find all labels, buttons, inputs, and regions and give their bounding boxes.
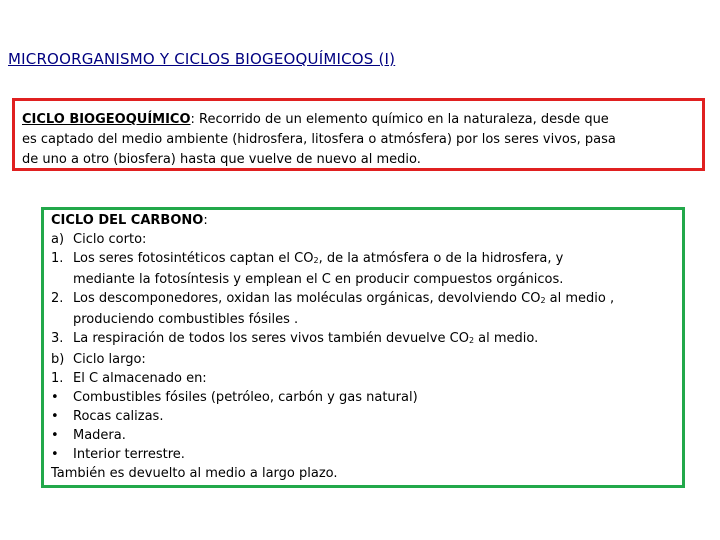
- list-item-2: [51, 289, 676, 310]
- list-marker: 1.: [51, 251, 64, 266]
- bullet-text: Rocas calizas.: [73, 409, 164, 424]
- short-cycle-item: [51, 230, 676, 249]
- list-item-text: Los seres fotosintéticos captan el $CO_2$, de la atmósfera o de la hidrosfera, y: [73, 251, 564, 266]
- definition-term: CICLO BIOGEOQUÍMICO: [22, 112, 191, 127]
- list-item-text: Los descomponedores, oxidan las moléculas orgánicas, devolviendo $CO_2$ al medio ,: [73, 291, 615, 306]
- short-cycle-label: Ciclo corto:: [73, 232, 147, 247]
- definition-line-2: es captado del medio ambiente (hidrosfera, litosfera o atmósfera) por los seres vivos, pasa: [22, 132, 616, 147]
- definition-line-3: de uno a otro (biosfera) hasta que vuelve de nuevo al medio.: [22, 152, 421, 167]
- list-marker: b): [51, 352, 65, 367]
- bullet-item: [51, 426, 676, 445]
- bullet-text: Combustibles fósiles (petróleo, carbón y gas natural): [73, 390, 418, 405]
- definition-box: [12, 98, 705, 171]
- list-marker: 1.: [51, 371, 64, 386]
- list-item-1: [51, 249, 676, 270]
- list-marker: 2.: [51, 291, 64, 306]
- list-marker: a): [51, 232, 65, 247]
- page-title: MICROORGANISMO Y CICLOS BIOGEOQUÍMICOS (I): [8, 50, 396, 68]
- bullet-item: [51, 388, 676, 407]
- list-item-2-continuation: produciendo combustibles fósiles .: [73, 312, 299, 327]
- list-item-text: La respiración de todos los seres vivos también devuelve $CO_2$ al medio.: [73, 331, 539, 346]
- carbon-heading-line: [51, 211, 676, 230]
- bullet-icon: •: [51, 447, 59, 462]
- bullet-text: Interior terrestre.: [73, 447, 185, 462]
- bullet-icon: •: [51, 428, 59, 443]
- definition-separator: :: [190, 112, 195, 127]
- carbon-cycle-box: [41, 207, 685, 488]
- carbon-heading-separator: :: [203, 213, 208, 228]
- bullet-item: [51, 445, 676, 464]
- long-cycle-item: [51, 350, 676, 369]
- bullet-icon: •: [51, 409, 59, 424]
- list-item-4: [51, 369, 676, 388]
- definition-line-1: [22, 110, 696, 130]
- bullet-text: Madera.: [73, 428, 126, 443]
- list-marker: 3.: [51, 331, 64, 346]
- closing-line: También es devuelto al medio a largo plazo.: [51, 466, 338, 481]
- definition-text-1: Recorrido de un elemento químico en la naturaleza, desde que: [194, 112, 609, 127]
- bullet-icon: •: [51, 390, 59, 405]
- long-cycle-label: Ciclo largo:: [73, 352, 146, 367]
- list-item-text: El C almacenado en:: [73, 371, 207, 386]
- carbon-heading: CICLO DEL CARBONO: [51, 213, 204, 228]
- list-item-3: [51, 329, 676, 350]
- bullet-item: [51, 407, 676, 426]
- list-item-1-continuation: mediante la fotosíntesis y emplean el C en producir compuestos orgánicos.: [73, 272, 564, 287]
